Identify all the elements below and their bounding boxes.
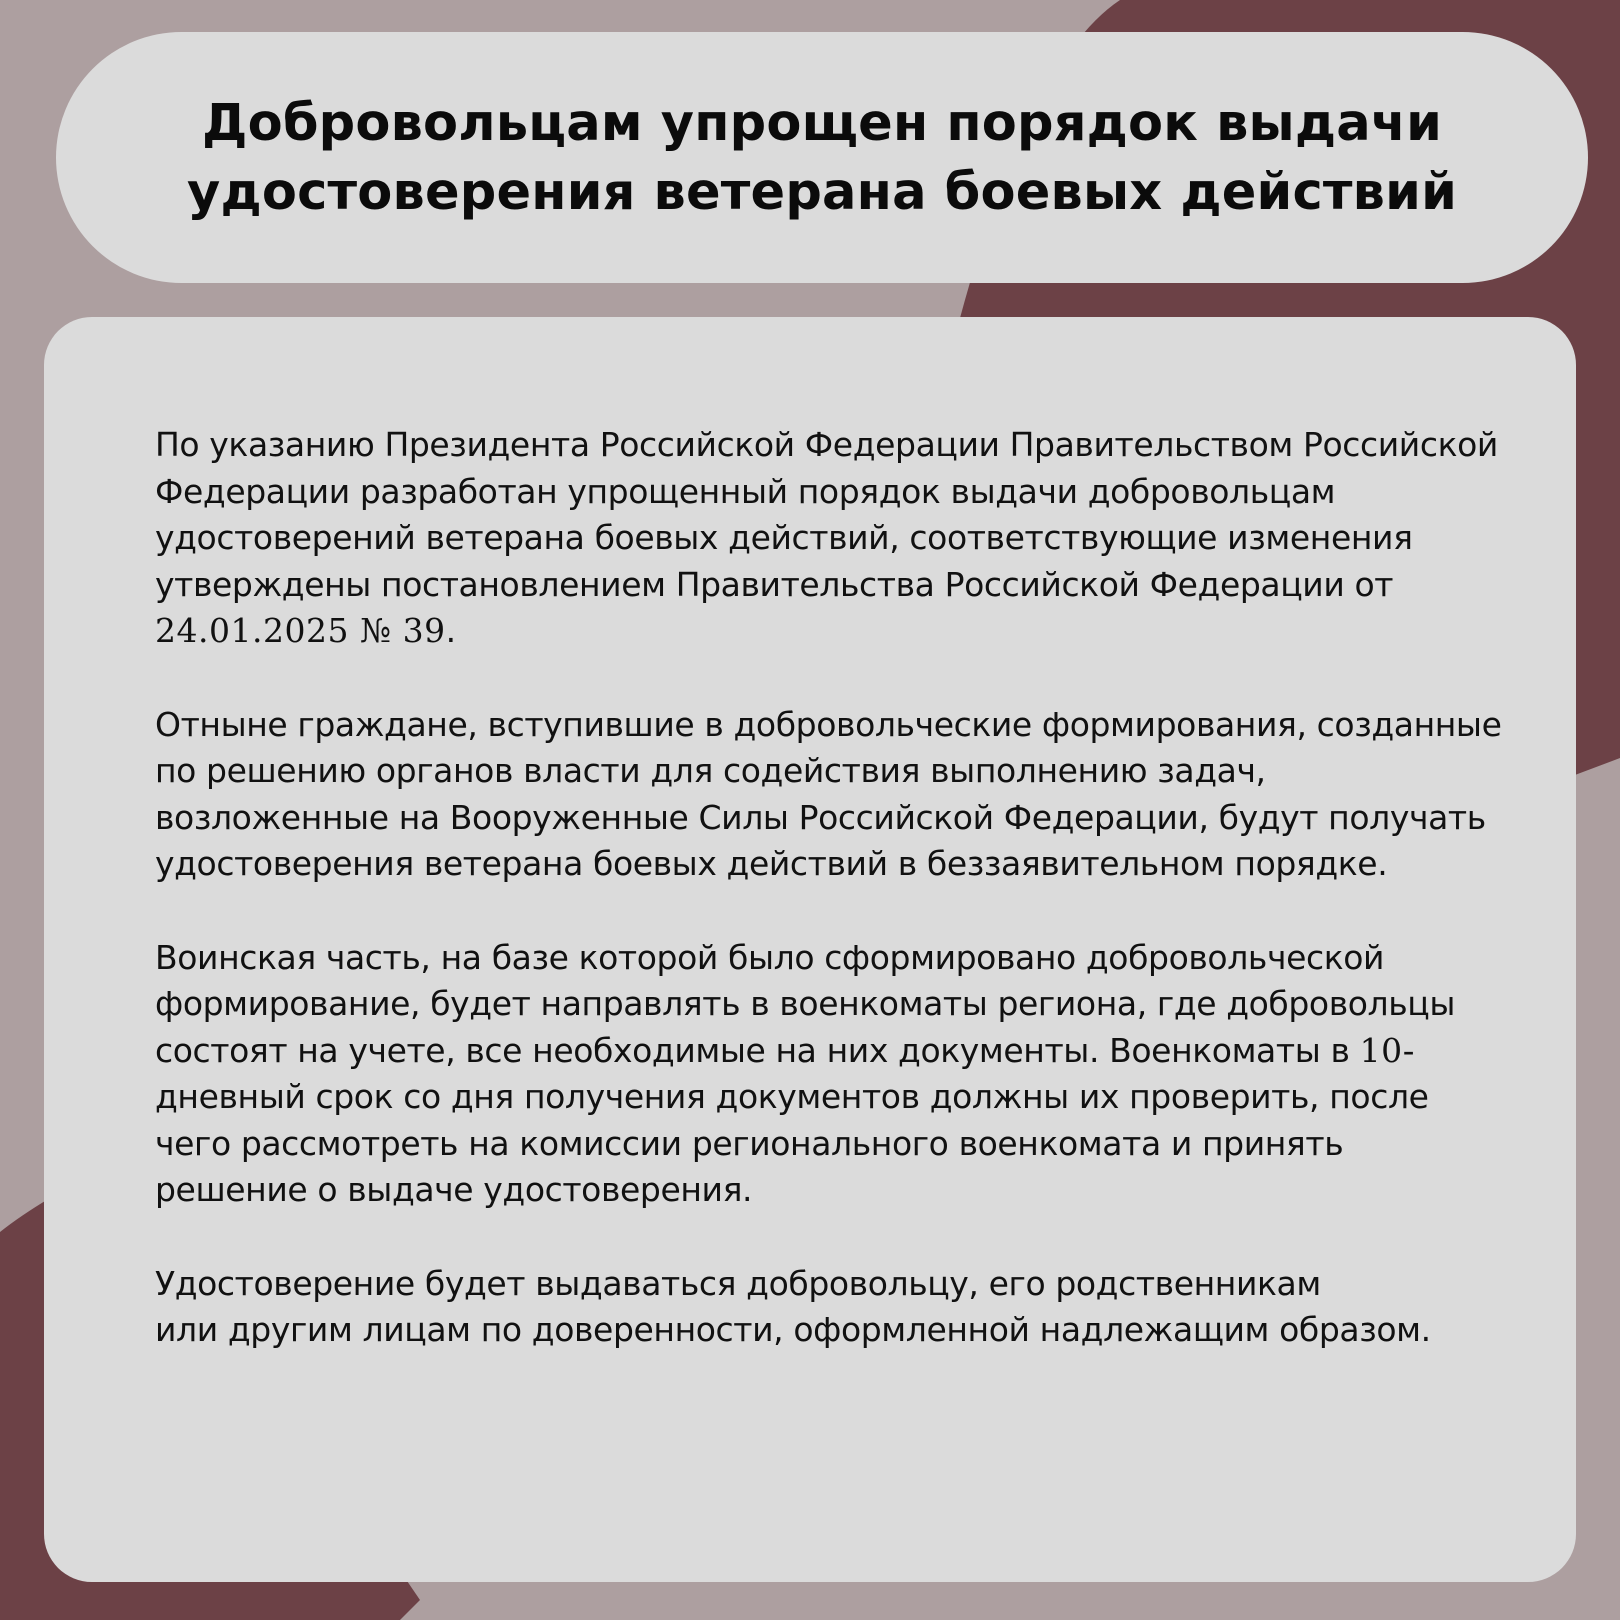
paragraph-4: Удостоверение будет выдаваться добровольцу, его родственникам или другим лицам по доверенности, оформленной надлежащим образом.: [155, 1263, 1431, 1349]
page-title: [187, 89, 1457, 227]
content-card: [44, 317, 1576, 1582]
paragraph-3: Воинская часть, на базе которой было сформировано добровольческой формирование, будет направлять в военкоматы региона, где добровольцы состоят на учете, все необходимые на них документы. Военкоматы в 10-дневный срок со дня получения документов должны их проверить, после чего рассмотреть на комиссии регионального военкомата и принять решение о выдаче удостоверения.: [155, 937, 1456, 1209]
paragraph-1: По указанию Президента Российской Федерации Правительством Российской Федерации разработан упрощенный порядок выдачи добровольцам удостоверений ветерана боевых действий, соответствующие изменения утверждены постановлением Правительства Российской Федерации от 24.01.2025 № 39.: [155, 425, 1498, 650]
paragraph-2: Отныне граждане, вступившие в добровольческие формирования, созданные по решению органов власти для содействия выполнению задач, возложенные на Вооруженные Силы Российской Федерации, будут получать удостоверения ветерана боевых действий в беззаявительном порядке.: [155, 704, 1502, 883]
article-body: [155, 422, 1505, 1401]
title-banner: [56, 32, 1588, 283]
decree-reference: 24.01.2025 № 39: [155, 611, 446, 650]
title-line-1: Добровольцам упрощен порядок выдачи: [201, 93, 1443, 153]
title-line-2: удостоверения ветерана боевых действий: [187, 162, 1457, 222]
days-count: 10: [1359, 1030, 1403, 1070]
